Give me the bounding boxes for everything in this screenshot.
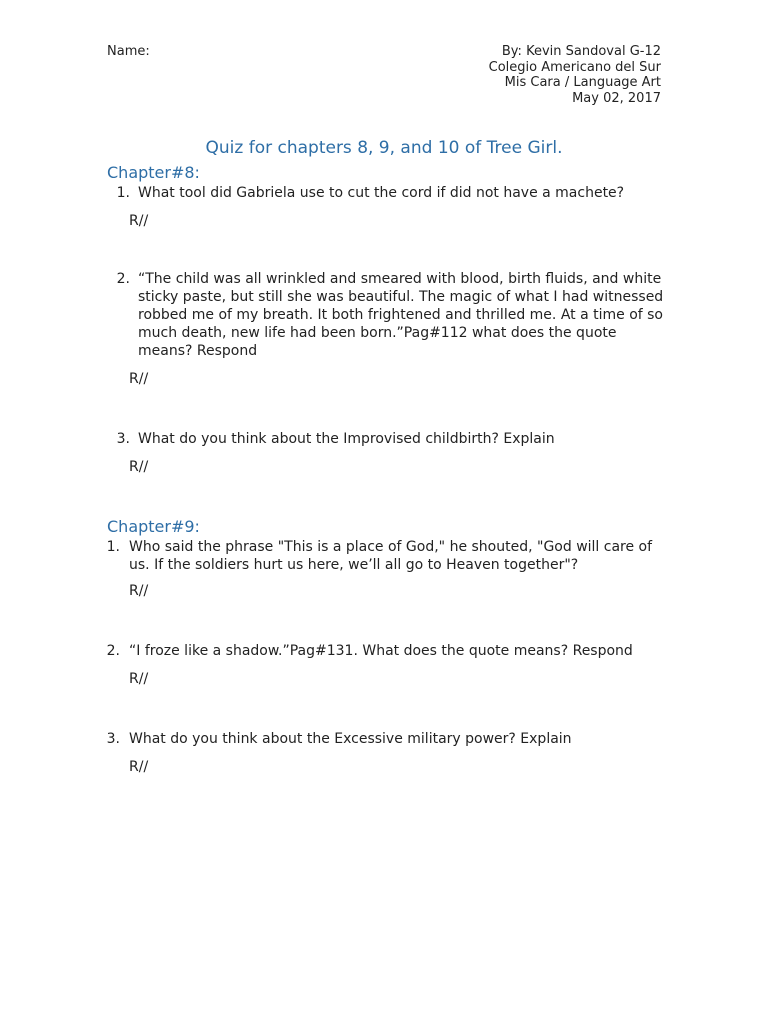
question-line: robbed me of my breath. It both frightened and thrilled me. At a time of so [138,307,663,323]
chapter8-question1-number: 1. [116,185,130,201]
date-line: May 02, 2017 [572,90,661,106]
chapter9-heading: Chapter#9: [107,517,200,536]
quiz-title: Quiz for chapters 8, 9, and 10 of Tree Girl. [205,138,563,158]
question-line: “The child was all wrinkled and smeared with blood, birth fluids, and white [138,271,662,287]
author-line: By: Kevin Sandoval G-12 [501,44,661,59]
chapter9-question2-text [129,642,633,660]
chapter9-question3-number: 3. [106,731,120,747]
chapter9-question2-number: 2. [106,643,120,659]
question-line: sticky paste, but still she was beautiful. The magic of what I had witnessed [138,289,664,305]
question-line: What tool did Gabriela use to cut the cord if did not have a machete? [138,185,625,201]
chapter8-question2-answer: R// [129,371,149,387]
chapter8-heading: Chapter#8: [107,163,200,182]
header-info [489,44,661,106]
question-line: us. If the soldiers hurt us here, we’ll all go to Heaven together"? [129,557,579,573]
name-label: Name: [107,44,150,59]
question-line: What do you think about the Improvised childbirth? Explain [138,431,555,447]
chapter8-question2-number: 2. [116,271,130,287]
chapter9-question1-text [129,538,652,574]
question-line: “I froze like a shadow.”Pag#131. What does the quote means? Respond [129,643,633,659]
question-line: Who said the phrase "This is a place of God," he shouted, "God will care of [129,539,653,555]
chapter9-question3-text [129,730,572,748]
chapter8-question1-text [138,184,624,202]
chapter8-question3-number: 3. [116,431,130,447]
chapter9-question1-answer: R// [129,583,149,599]
chapter9-question2-answer: R// [129,671,149,687]
chapter9-question3-answer: R// [129,759,149,775]
chapter9-question1-number: 1. [106,539,120,555]
course-line: Mis Cara / Language Art [504,75,661,90]
school-line: Colegio Americano del Sur [488,59,661,75]
chapter8-question3-text [138,430,555,448]
question-line: much death, new life had been born.”Pag#112 what does the quote [138,325,617,341]
chapter8-question3-answer: R// [129,459,149,475]
chapter8-question2-text [138,270,663,360]
question-line: What do you think about the Excessive military power? Explain [129,731,572,747]
chapter8-question1-answer: R// [129,213,149,229]
question-line: means? Respond [138,343,258,359]
